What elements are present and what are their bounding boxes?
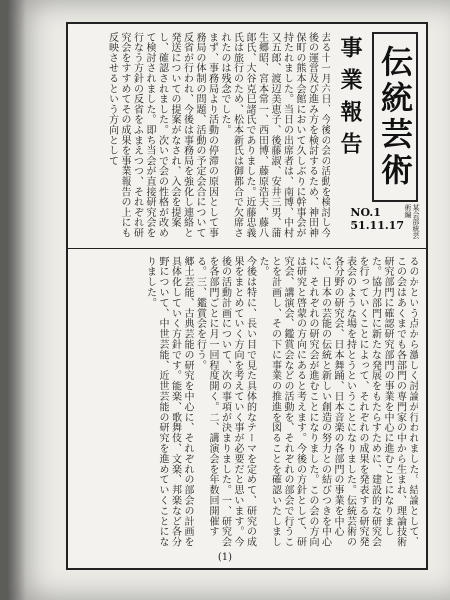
masthead-title: 伝統芸術 bbox=[376, 45, 414, 189]
bottom-article-text: るのかという点から激しく討論が行われました。結論として、この会はあくまでも各部門の専門家の中から生まれ、理論技術研究部門に確認研究部門の事業を中心に進むことになりました。協力部門に新たな発展をもたらすために、建設的な研究会を行っていくことによって、それぞれの成果を発表する研究発表会のような場を持とうということになりました。伝統芸術の各分野の研究会、日本舞踊、日本音楽の各部門の事業を中心に、日本の芸能の伝統と新しい創造の努力との結びつきを中心に、それぞれの研究会が進むことになりました。この会の方向は研究と啓蒙の方向にあると考えます。今後の方針として、研究会、講演会、鑑賞会などの活動を、それぞれの部会で行うことを計画し、その下に事業の推進を図ることを確認いたしました。 今後は特に、長い目で見た具体的なテーマを定めて、研究の成果をまとめていく方向を考えていく事が必要だと思います。今後の活動計画について、次の事項が決まりました。一、研究会を各部門ごとに月一回程度開く。二、講演会を年数回開催する。三、鑑賞会を行う。 郷土芸能、古典芸能の研究を中心に、それぞれの部会の計画を具体化していく方針です。能楽、歌舞伎、文楽、邦楽など各分野について、中世芸能、近世芸能の研究を進めていくことになりました。 bbox=[144, 256, 418, 548]
department-label: 某会部統芸術編 bbox=[404, 204, 420, 239]
issue-info bbox=[350, 206, 404, 232]
issue-number: NO.1 bbox=[350, 206, 381, 219]
newsletter-sheet bbox=[66, 22, 428, 570]
page-number: (1) bbox=[217, 552, 233, 563]
book-spine-shadow bbox=[8, 0, 26, 600]
masthead-box bbox=[372, 32, 418, 202]
section-divider bbox=[68, 248, 426, 249]
top-article-text: 去る十一月六日、今後の会の活動を検討し今後の運営及び進み方を検討するため、神田神保町の熊本会館において久しぶりに幹事会が持たれました。当日の出席者は、南博、中村又五郎、渡辺美恵子、後藤淑、安井三男、蒲生郷昭、宮本常一、西田博、藤原浩夫、藤八郎氏、大谷克巳諸氏でありました。近藤忠義氏は旅行のため、松本新氏は御都合で欠席されたのは残念でした。 まず、事務局より活動の停滞の原因として事務局の体制の問題、活動の予定会合について反省が行われ、今後は事務局を強化し連絡と発送についての提案がなされ、入会を提案し、確認されました。次いで会の性格が改めて検討されました。即ち当会が直接研究会を行なう方針の反省をふまえつつ、それぞれ研究会をすすめてその成果を事業報告の上にも反映させるという方向として bbox=[106, 32, 330, 238]
issue-date: 51.11.17 bbox=[350, 219, 404, 232]
report-title: 事業報告 bbox=[337, 36, 363, 164]
